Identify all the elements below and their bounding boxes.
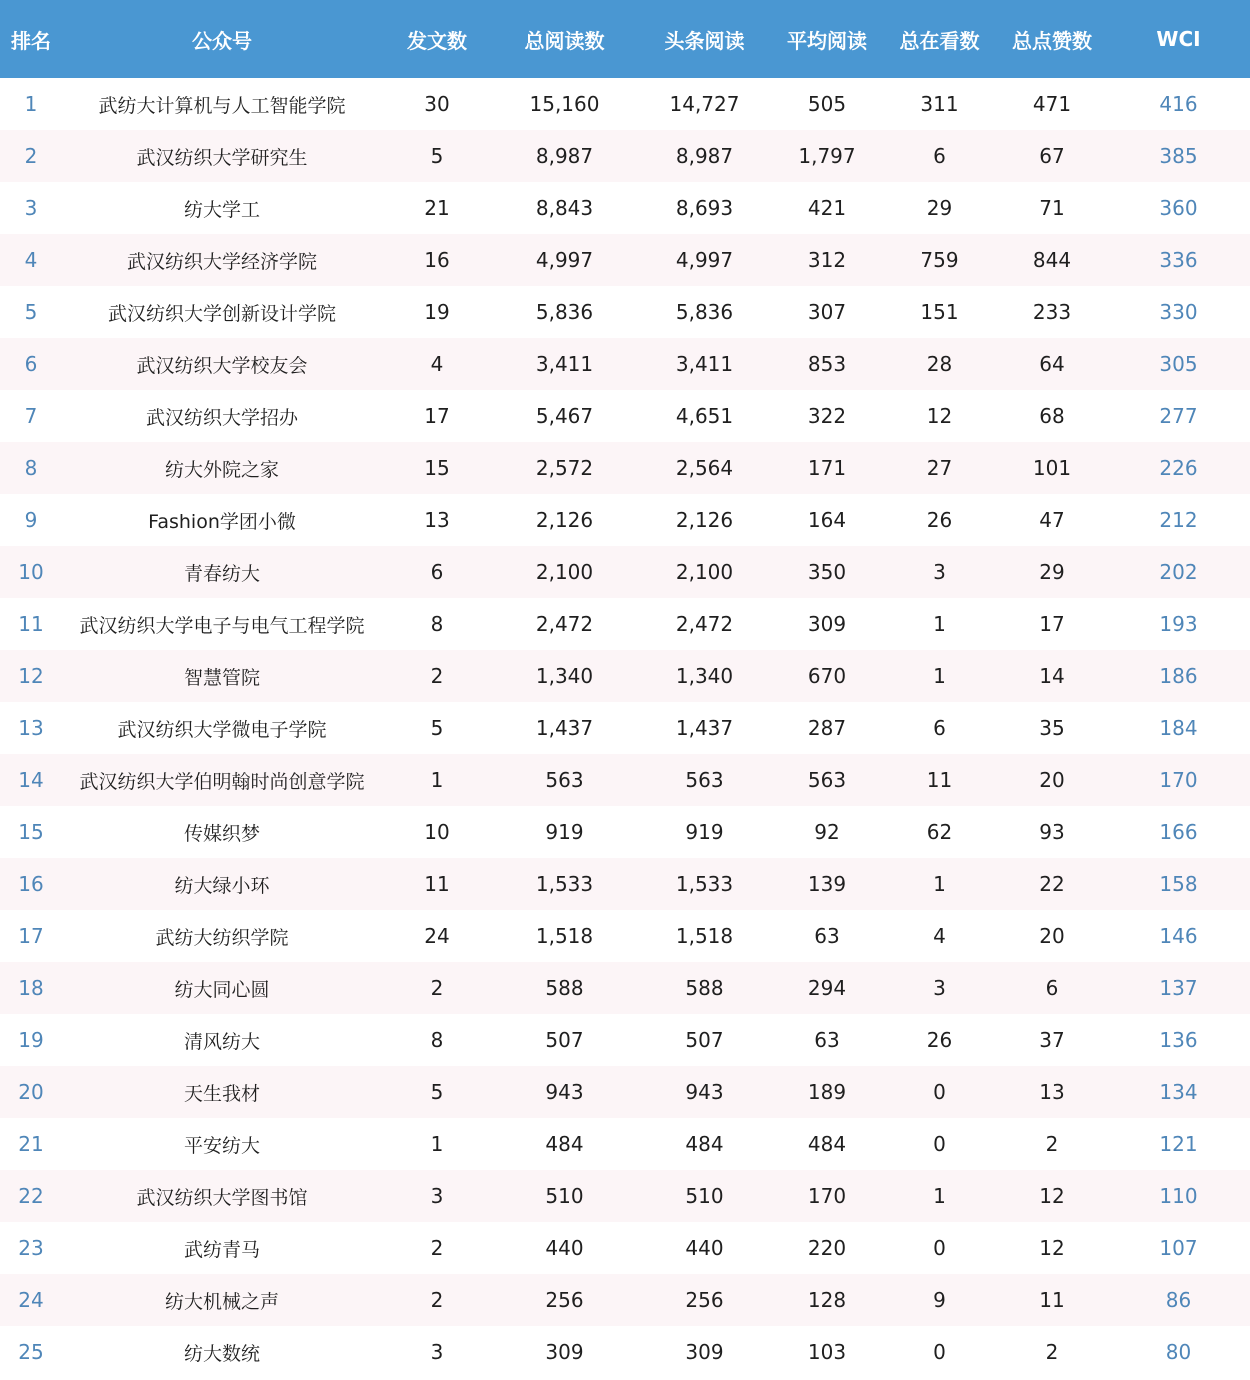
account-cell: 纺大数统 <box>183 1342 260 1365</box>
rank-cell: 20 <box>18 1080 44 1104</box>
total-watching-cell: 151 <box>920 300 959 324</box>
headline-reads-cell: 2,100 <box>675 560 734 584</box>
table-row <box>0 962 1250 1014</box>
rank-cell: 14 <box>18 768 44 792</box>
table-row <box>0 806 1250 858</box>
table-row <box>0 1014 1250 1066</box>
total-watching-cell: 1 <box>933 612 946 636</box>
wci-cell: 121 <box>1159 1132 1198 1156</box>
total-likes-cell: 13 <box>1039 1080 1065 1104</box>
rank-cell: 2 <box>24 144 38 168</box>
posts-cell: 5 <box>430 1080 444 1104</box>
avg-reads-cell: 189 <box>807 1080 847 1104</box>
table-row <box>0 182 1250 234</box>
avg-reads-cell: 322 <box>807 404 847 428</box>
rank-cell: 3 <box>24 196 38 220</box>
table-row <box>0 1326 1250 1378</box>
headline-reads-cell: 484 <box>685 1132 724 1156</box>
avg-reads-cell: 139 <box>807 872 847 896</box>
headline-reads-cell: 8,987 <box>675 144 734 168</box>
table-row <box>0 78 1250 130</box>
headline-reads-cell: 5,836 <box>675 300 734 324</box>
total-reads-cell: 507 <box>545 1028 584 1052</box>
total-likes-cell: 64 <box>1039 352 1065 376</box>
wci-cell: 360 <box>1159 196 1198 220</box>
rank-cell: 18 <box>18 976 44 1000</box>
total-likes-cell: 11 <box>1039 1288 1065 1312</box>
posts-cell: 2 <box>430 1236 444 1260</box>
headline-reads-cell: 2,472 <box>675 612 734 636</box>
wci-cell: 166 <box>1159 820 1198 844</box>
rank-cell: 12 <box>18 664 44 688</box>
rank-cell: 23 <box>18 1236 44 1260</box>
total-reads-cell: 5,467 <box>535 404 594 428</box>
total-watching-cell: 1 <box>933 664 946 688</box>
wci-cell: 110 <box>1159 1184 1198 1208</box>
headline-reads-cell: 1,437 <box>675 716 734 740</box>
total-likes-cell: 2 <box>1045 1132 1059 1156</box>
total-reads-cell: 2,126 <box>535 508 594 532</box>
table-row <box>0 130 1250 182</box>
total-watching-cell: 0 <box>933 1340 946 1364</box>
total-watching-cell: 311 <box>920 92 959 116</box>
posts-cell: 2 <box>430 976 444 1000</box>
posts-cell: 13 <box>424 508 450 532</box>
account-cell: 武纺大计算机与人工智能学院 <box>98 94 346 117</box>
header-avg-reads: 平均阅读 <box>787 28 867 53</box>
account-cell: 武纺大纺织学院 <box>155 926 289 949</box>
headline-reads-cell: 3,411 <box>675 352 734 376</box>
posts-cell: 8 <box>430 1028 444 1052</box>
wci-cell: 136 <box>1159 1028 1198 1052</box>
table-row <box>0 650 1250 702</box>
headline-reads-cell: 256 <box>685 1288 724 1312</box>
posts-cell: 19 <box>424 300 450 324</box>
wci-cell: 226 <box>1159 456 1198 480</box>
avg-reads-cell: 853 <box>807 352 847 376</box>
wci-cell: 202 <box>1159 560 1198 584</box>
posts-cell: 15 <box>424 456 450 480</box>
total-watching-cell: 29 <box>926 196 953 220</box>
wci-cell: 336 <box>1159 248 1198 272</box>
total-likes-cell: 6 <box>1045 976 1059 1000</box>
account-cell: 武汉纺织大学创新设计学院 <box>107 302 336 325</box>
account-cell: 智慧管院 <box>183 666 260 689</box>
total-likes-cell: 93 <box>1039 820 1065 844</box>
headline-reads-cell: 563 <box>685 768 724 792</box>
avg-reads-cell: 170 <box>807 1184 847 1208</box>
account-cell: Fashion学团小微 <box>148 510 296 533</box>
total-likes-cell: 233 <box>1032 300 1072 324</box>
rank-cell: 17 <box>18 924 44 948</box>
avg-reads-cell: 505 <box>807 92 847 116</box>
posts-cell: 17 <box>424 404 450 428</box>
rank-cell: 9 <box>24 508 38 532</box>
header-account: 公众号 <box>192 28 252 53</box>
headline-reads-cell: 1,518 <box>675 924 734 948</box>
total-reads-cell: 3,411 <box>535 352 594 376</box>
account-cell: 平安纺大 <box>183 1134 260 1157</box>
headline-reads-cell: 943 <box>685 1080 724 1104</box>
account-cell: 传媒织梦 <box>183 822 260 845</box>
total-reads-cell: 2,472 <box>535 612 594 636</box>
table-row <box>0 1066 1250 1118</box>
total-watching-cell: 11 <box>926 768 953 792</box>
total-likes-cell: 29 <box>1039 560 1065 584</box>
total-reads-cell: 4,997 <box>535 248 594 272</box>
account-cell: 天生我材 <box>183 1082 260 1105</box>
avg-reads-cell: 287 <box>807 716 847 740</box>
wci-cell: 305 <box>1159 352 1198 376</box>
rank-cell: 8 <box>24 456 38 480</box>
account-cell: 武汉纺织大学微电子学院 <box>117 718 327 741</box>
rank-cell: 15 <box>18 820 44 844</box>
header-posts: 发文数 <box>407 28 467 53</box>
account-cell: 武汉纺织大学经济学院 <box>126 250 317 273</box>
total-likes-cell: 20 <box>1039 768 1065 792</box>
wci-cell: 385 <box>1159 144 1198 168</box>
wci-cell: 170 <box>1159 768 1198 792</box>
headline-reads-cell: 2,564 <box>675 456 734 480</box>
avg-reads-cell: 312 <box>807 248 847 272</box>
headline-reads-cell: 1,340 <box>675 664 734 688</box>
rank-cell: 1 <box>24 92 38 116</box>
table-row <box>0 910 1250 962</box>
posts-cell: 5 <box>430 716 444 740</box>
total-reads-cell: 510 <box>545 1184 584 1208</box>
header-rank: 排名 <box>11 28 51 53</box>
table-row <box>0 546 1250 598</box>
table-row <box>0 442 1250 494</box>
total-watching-cell: 4 <box>933 924 946 948</box>
avg-reads-cell: 307 <box>807 300 847 324</box>
total-watching-cell: 0 <box>933 1080 946 1104</box>
total-likes-cell: 20 <box>1039 924 1065 948</box>
posts-cell: 1 <box>430 768 444 792</box>
posts-cell: 21 <box>424 196 450 220</box>
table-body <box>0 78 1250 1378</box>
total-reads-cell: 256 <box>545 1288 584 1312</box>
total-likes-cell: 71 <box>1039 196 1065 220</box>
posts-cell: 8 <box>430 612 444 636</box>
total-likes-cell: 844 <box>1032 248 1072 272</box>
avg-reads-cell: 294 <box>807 976 847 1000</box>
header-total-likes: 总点赞数 <box>1012 28 1092 53</box>
account-cell: 武汉纺织大学招办 <box>145 406 298 429</box>
avg-reads-cell: 164 <box>807 508 847 532</box>
wci-cell: 184 <box>1159 716 1198 740</box>
wci-cell: 146 <box>1159 924 1198 948</box>
avg-reads-cell: 309 <box>807 612 847 636</box>
account-cell: 武汉纺织大学电子与电气工程学院 <box>79 614 365 637</box>
avg-reads-cell: 350 <box>807 560 847 584</box>
wci-cell: 137 <box>1159 976 1198 1000</box>
headline-reads-cell: 4,997 <box>675 248 734 272</box>
table-row <box>0 390 1250 442</box>
total-likes-cell: 14 <box>1039 664 1065 688</box>
header-wci: WCI <box>1156 27 1201 51</box>
wci-cell: 134 <box>1159 1080 1198 1104</box>
total-watching-cell: 62 <box>926 820 953 844</box>
total-watching-cell: 1 <box>933 1184 946 1208</box>
table-row <box>0 598 1250 650</box>
header-headline-reads: 头条阅读 <box>664 28 745 53</box>
headline-reads-cell: 1,533 <box>675 872 734 896</box>
headline-reads-cell: 2,126 <box>675 508 734 532</box>
account-cell: 青春纺大 <box>183 562 260 585</box>
total-watching-cell: 0 <box>933 1132 946 1156</box>
total-reads-cell: 2,572 <box>535 456 594 480</box>
avg-reads-cell: 421 <box>807 196 847 220</box>
wci-cell: 158 <box>1159 872 1198 896</box>
total-likes-cell: 17 <box>1039 612 1065 636</box>
rank-cell: 24 <box>18 1288 44 1312</box>
account-cell: 纺大同心圆 <box>174 978 270 1001</box>
total-likes-cell: 12 <box>1039 1236 1065 1260</box>
account-cell: 纺大机械之声 <box>164 1290 279 1313</box>
total-reads-cell: 919 <box>545 820 584 844</box>
table-row <box>0 1118 1250 1170</box>
avg-reads-cell: 484 <box>807 1132 847 1156</box>
headline-reads-cell: 4,651 <box>675 404 734 428</box>
table-row <box>0 702 1250 754</box>
wci-cell: 86 <box>1165 1288 1192 1312</box>
avg-reads-cell: 63 <box>814 1028 840 1052</box>
posts-cell: 3 <box>430 1184 444 1208</box>
total-reads-cell: 1,340 <box>535 664 594 688</box>
avg-reads-cell: 563 <box>807 768 847 792</box>
posts-cell: 6 <box>430 560 444 584</box>
wci-cell: 416 <box>1159 92 1198 116</box>
avg-reads-cell: 670 <box>807 664 847 688</box>
total-watching-cell: 3 <box>933 976 946 1000</box>
total-reads-cell: 15,160 <box>529 92 600 116</box>
total-watching-cell: 28 <box>926 352 953 376</box>
posts-cell: 4 <box>430 352 444 376</box>
avg-reads-cell: 92 <box>814 820 840 844</box>
total-watching-cell: 26 <box>926 1028 953 1052</box>
headline-reads-cell: 588 <box>685 976 724 1000</box>
avg-reads-cell: 1,797 <box>798 144 856 168</box>
posts-cell: 24 <box>424 924 450 948</box>
posts-cell: 16 <box>424 248 450 272</box>
rank-cell: 4 <box>24 248 38 272</box>
headline-reads-cell: 309 <box>685 1340 724 1364</box>
wci-cell: 80 <box>1165 1340 1192 1364</box>
total-watching-cell: 6 <box>933 144 946 168</box>
total-watching-cell: 1 <box>933 872 946 896</box>
wci-cell: 330 <box>1159 300 1198 324</box>
total-likes-cell: 12 <box>1039 1184 1065 1208</box>
wci-cell: 212 <box>1159 508 1198 532</box>
account-cell: 纺大外院之家 <box>164 458 279 481</box>
table-row <box>0 754 1250 806</box>
posts-cell: 2 <box>430 664 444 688</box>
posts-cell: 3 <box>430 1340 444 1364</box>
wci-cell: 186 <box>1159 664 1198 688</box>
account-cell: 武汉纺织大学图书馆 <box>136 1186 308 1209</box>
total-likes-cell: 68 <box>1039 404 1065 428</box>
total-watching-cell: 26 <box>926 508 953 532</box>
total-likes-cell: 471 <box>1032 92 1072 116</box>
total-reads-cell: 2,100 <box>535 560 594 584</box>
posts-cell: 11 <box>424 872 450 896</box>
table-row <box>0 286 1250 338</box>
total-reads-cell: 440 <box>545 1236 584 1260</box>
headline-reads-cell: 440 <box>685 1236 724 1260</box>
account-cell: 武纺青马 <box>183 1238 260 1261</box>
posts-cell: 2 <box>430 1288 444 1312</box>
table-row <box>0 858 1250 910</box>
table-header-row <box>0 0 1250 78</box>
account-cell: 武汉纺织大学研究生 <box>136 146 308 169</box>
header-total-watching: 总在看数 <box>899 28 980 53</box>
posts-cell: 30 <box>424 92 450 116</box>
rank-cell: 22 <box>18 1184 44 1208</box>
total-reads-cell: 943 <box>545 1080 584 1104</box>
rank-cell: 7 <box>24 404 38 428</box>
total-reads-cell: 8,987 <box>535 144 594 168</box>
posts-cell: 5 <box>430 144 444 168</box>
posts-cell: 1 <box>430 1132 444 1156</box>
total-watching-cell: 27 <box>926 456 953 480</box>
table-row <box>0 1170 1250 1222</box>
table-row <box>0 494 1250 546</box>
total-likes-cell: 47 <box>1039 508 1065 532</box>
wci-cell: 107 <box>1159 1236 1198 1260</box>
rank-cell: 5 <box>24 300 38 324</box>
total-reads-cell: 1,533 <box>535 872 594 896</box>
account-cell: 清风纺大 <box>183 1030 260 1053</box>
header-total-reads: 总阅读数 <box>524 28 605 53</box>
total-reads-cell: 563 <box>545 768 584 792</box>
posts-cell: 10 <box>424 820 450 844</box>
headline-reads-cell: 14,727 <box>669 92 740 116</box>
rank-cell: 16 <box>18 872 44 896</box>
total-likes-cell: 67 <box>1039 144 1065 168</box>
wci-cell: 193 <box>1159 612 1198 636</box>
total-reads-cell: 1,518 <box>535 924 594 948</box>
total-watching-cell: 12 <box>926 404 953 428</box>
total-likes-cell: 2 <box>1045 1340 1059 1364</box>
total-reads-cell: 8,843 <box>535 196 594 220</box>
table-row <box>0 338 1250 390</box>
table-row <box>0 1274 1250 1326</box>
headline-reads-cell: 507 <box>685 1028 724 1052</box>
account-cell: 武汉纺织大学校友会 <box>136 354 308 377</box>
total-watching-cell: 759 <box>920 248 959 272</box>
rank-cell: 19 <box>18 1028 44 1052</box>
total-reads-cell: 588 <box>545 976 584 1000</box>
wci-cell: 277 <box>1159 404 1198 428</box>
headline-reads-cell: 510 <box>685 1184 724 1208</box>
account-cell: 武汉纺织大学伯明翰时尚创意学院 <box>79 770 365 793</box>
total-watching-cell: 3 <box>933 560 946 584</box>
total-watching-cell: 6 <box>933 716 946 740</box>
rank-cell: 10 <box>18 560 44 584</box>
total-likes-cell: 22 <box>1039 872 1065 896</box>
total-likes-cell: 37 <box>1039 1028 1065 1052</box>
total-reads-cell: 309 <box>545 1340 584 1364</box>
total-likes-cell: 101 <box>1032 456 1072 480</box>
avg-reads-cell: 103 <box>807 1340 847 1364</box>
table-row <box>0 234 1250 286</box>
avg-reads-cell: 128 <box>807 1288 847 1312</box>
rank-cell: 25 <box>18 1340 44 1364</box>
rank-cell: 6 <box>24 352 38 376</box>
headline-reads-cell: 8,693 <box>675 196 734 220</box>
total-reads-cell: 484 <box>545 1132 584 1156</box>
account-cell: 纺大绿小环 <box>174 874 270 897</box>
total-reads-cell: 5,836 <box>535 300 594 324</box>
avg-reads-cell: 63 <box>814 924 840 948</box>
total-likes-cell: 35 <box>1039 716 1065 740</box>
account-cell: 纺大学工 <box>183 198 260 221</box>
avg-reads-cell: 171 <box>807 456 847 480</box>
rank-cell: 21 <box>18 1132 44 1156</box>
avg-reads-cell: 220 <box>807 1236 847 1260</box>
rank-cell: 11 <box>18 612 44 636</box>
table-row <box>0 1222 1250 1274</box>
headline-reads-cell: 919 <box>685 820 724 844</box>
rank-cell: 13 <box>18 716 44 740</box>
total-reads-cell: 1,437 <box>535 716 594 740</box>
total-watching-cell: 0 <box>933 1236 946 1260</box>
total-watching-cell: 9 <box>933 1288 946 1312</box>
